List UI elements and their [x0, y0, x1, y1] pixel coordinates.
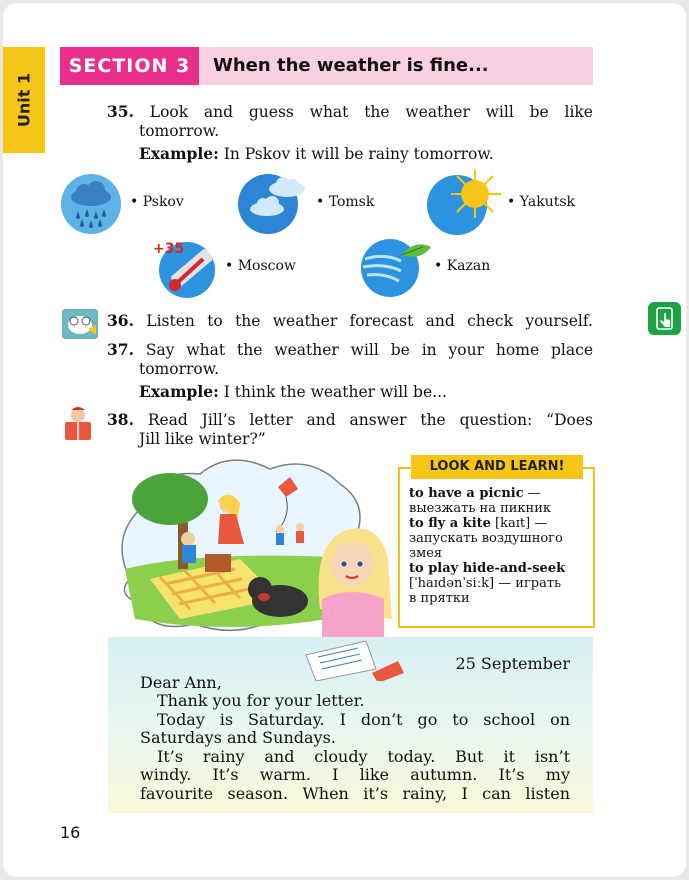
exercise-number: 38.: [107, 410, 134, 429]
letter-line: Saturdays and Sundays.: [140, 728, 336, 747]
clouds-icon: [237, 173, 311, 235]
exercise-text-cont: tomorrow.: [139, 122, 220, 140]
letter-line: windy. It’s warm. I like autumn. It’s my: [140, 765, 570, 784]
interactive-hand-button[interactable]: [648, 302, 681, 335]
vocab-translation: змея: [409, 546, 443, 561]
letter-greeting: Dear Ann,: [140, 672, 222, 692]
vocab-phrase: to fly a kite: [409, 516, 491, 531]
exercise-text: Say what the weather will be in your home place: [145, 341, 593, 359]
exercise-text: Read Jill’s letter and answer the question: “Does: [147, 411, 593, 429]
vocab-translation: выезжать на пикник: [409, 501, 552, 516]
unit-tab-label: Unit 1: [14, 72, 34, 128]
exercise-35: [107, 102, 593, 164]
vocab-phrase: to play hide-and-seek: [409, 561, 566, 576]
city-item-pskov: • Pskov: [130, 194, 184, 210]
jills-letter: [108, 637, 593, 813]
city-item-yakutsk: • Yakutsk: [507, 194, 576, 210]
exercise-number: 36.: [107, 311, 134, 330]
example-label: Example:: [139, 144, 219, 163]
wind-icon: [357, 237, 433, 299]
exercise-37: [107, 340, 593, 402]
exercise-text: Listen to the weather forecast and check yourself.: [146, 312, 593, 330]
city-item-tomsk: • Tomsk: [316, 194, 375, 210]
look-and-learn-heading: LOOK AND LEARN!: [411, 455, 583, 479]
vocab-transcription: [ˈhaɪdənˈsiːk] — играть: [409, 576, 562, 591]
city-item-kazan: • Kazan: [434, 258, 491, 274]
sun-icon: [423, 168, 508, 238]
vocab-translation: запускать воздушного: [409, 531, 563, 546]
letter-date: 25 September: [455, 654, 570, 673]
city-label: Tomsk: [328, 194, 375, 210]
section-header: [60, 47, 593, 85]
vocabulary-list: to have a picnic — выезжать на пикник to fly a kite [kaɪt] — запускать воздушного змея to play hide-and-seek [ˈhaɪdənˈsiːk] — играть в прятки: [409, 486, 584, 606]
city-label: Kazan: [446, 258, 491, 274]
unit-tab: [3, 47, 45, 153]
city-item-moscow: • Moscow: [225, 258, 296, 274]
exercise-36: [107, 311, 593, 331]
hand-pointer-icon: [648, 302, 681, 335]
thermometer-icon: [151, 237, 221, 299]
exercise-number: 35.: [107, 102, 134, 121]
textbook-page: [3, 3, 686, 877]
picnic-illustration: [110, 459, 395, 639]
rain-cloud-icon: [60, 173, 122, 235]
letter-body: [140, 637, 570, 803]
reading-book-icon: [61, 406, 95, 442]
section-label: SECTION 3: [60, 47, 199, 85]
letter-line: favourite season. When it’s rainy, I can listen: [140, 783, 570, 803]
city-label: Pskov: [142, 194, 184, 210]
exercise-38: [107, 410, 593, 449]
listen-audio-icon: [61, 307, 99, 341]
letter-line: Today is Saturday. I don’t go to school on: [157, 709, 570, 729]
section-title: When the weather is fine...: [213, 55, 489, 76]
example-label: Example:: [139, 382, 219, 401]
letter-line: Thank you for your letter.: [157, 691, 365, 710]
temperature-badge: +35: [153, 241, 185, 257]
exercise-number: 37.: [107, 340, 134, 359]
city-label: Moscow: [237, 258, 296, 274]
city-label: Yakutsk: [519, 194, 576, 210]
exercise-text-cont: tomorrow.: [139, 360, 220, 378]
page-number: 16: [60, 823, 81, 842]
example-text: I think the weather will be...: [223, 383, 447, 401]
letter-line: It’s rainy and cloudy today. But it isn’t: [157, 746, 570, 766]
look-and-learn-box: [398, 459, 595, 628]
exercise-text: Look and guess what the weather will be like: [149, 103, 593, 121]
exercise-text-cont: Jill like winter?”: [139, 430, 266, 448]
example-text: In Pskov it will be rainy tomorrow.: [223, 145, 494, 163]
vocab-translation: в прятки: [409, 591, 470, 606]
vocab-phrase: to have a picnic: [409, 486, 524, 501]
